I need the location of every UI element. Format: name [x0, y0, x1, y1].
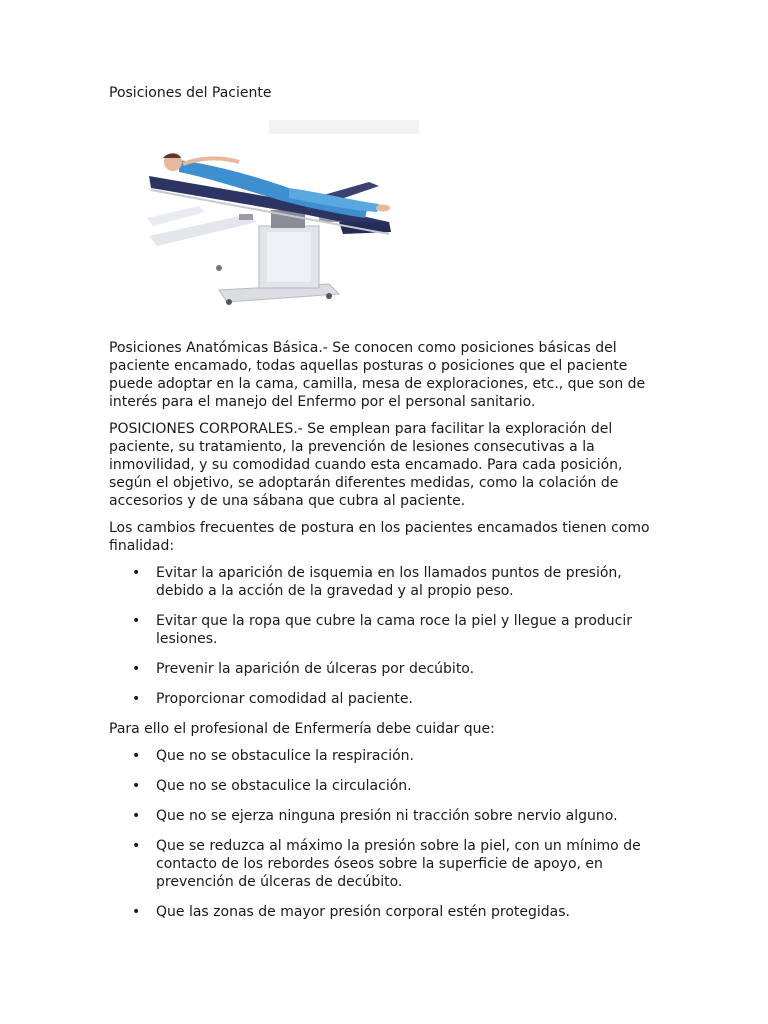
bullet-icon: •	[132, 838, 141, 854]
paragraph-cambios-postura: Los cambios frecuentes de postura en los pacientes encamados tienen como finalidad:	[109, 520, 650, 554]
bullet-icon: •	[132, 661, 141, 677]
operating-table-illustration	[139, 118, 429, 308]
term-posiciones-corporales: POSICIONES CORPORALES	[109, 421, 294, 437]
list-item: • Que no se obstaculice la circulación.	[132, 778, 412, 794]
list-item: • Evitar la aparición de isquemia en los llamados puntos de presión, debido a la acción de la gravedad y al propio peso.	[132, 565, 622, 599]
paragraph-posiciones-anatomicas	[109, 339, 669, 411]
bullet-icon: •	[132, 691, 141, 707]
document-body	[109, 339, 669, 933]
cuidados-list	[109, 747, 669, 921]
list-item: • Prevenir la aparición de úlceras por decúbito.	[132, 661, 475, 677]
paragraph-text: .- Se emplean para facilitar la exploración del paciente, su tratamiento, la prevención de lesiones consecutivas a la inmovilidad, y su comodidad cuando esta encamado. Para cada posición, según el objetivo, se adoptarán diferentes medidas, como la colación de accesorios y de una sábana que cubra al paciente.	[109, 421, 623, 509]
list-item: • Proporcionar comodidad al paciente.	[132, 691, 413, 707]
term-posiciones-anatomicas: Posiciones Anatómicas Básica	[109, 340, 319, 356]
list-item: • Que las zonas de mayor presión corporal estén protegidas.	[132, 904, 570, 920]
list-item: • Que no se obstaculice la respiración.	[132, 748, 414, 764]
bullet-icon: •	[132, 808, 141, 824]
operating-table-icon	[139, 118, 429, 308]
list-item: • Que se reduzca al máximo la presión sobre la piel, con un mínimo de contacto de los rebordes óseos sobre la superficie de apoyo, en prevención de úlceras de decúbito.	[132, 838, 641, 890]
list-item: • Que no se ejerza ninguna presión ni tracción sobre nervio alguno.	[132, 808, 618, 824]
bullet-icon: •	[132, 613, 141, 629]
bullet-icon: •	[132, 904, 141, 920]
paragraph-text: .- Se conocen como posiciones básicas del paciente encamado, todas aquellas posturas o posiciones que el paciente puede adoptar en la cama, camilla, mesa de exploraciones, etc., que son de interés para el manejo del Enfermo por el personal sanitario.	[109, 340, 646, 410]
paragraph-posiciones-corporales	[109, 420, 669, 510]
finalidad-list	[109, 564, 669, 708]
bullet-icon: •	[132, 565, 141, 581]
paragraph-profesional-enfermeria: Para ello el profesional de Enfermería debe cuidar que:	[109, 721, 495, 737]
bullet-icon: •	[132, 748, 141, 764]
bullet-icon: •	[132, 778, 141, 794]
document-title: Posiciones del Paciente	[109, 85, 272, 101]
list-item: • Evitar que la ropa que cubre la cama roce la piel y llegue a producir lesiones.	[132, 613, 633, 647]
